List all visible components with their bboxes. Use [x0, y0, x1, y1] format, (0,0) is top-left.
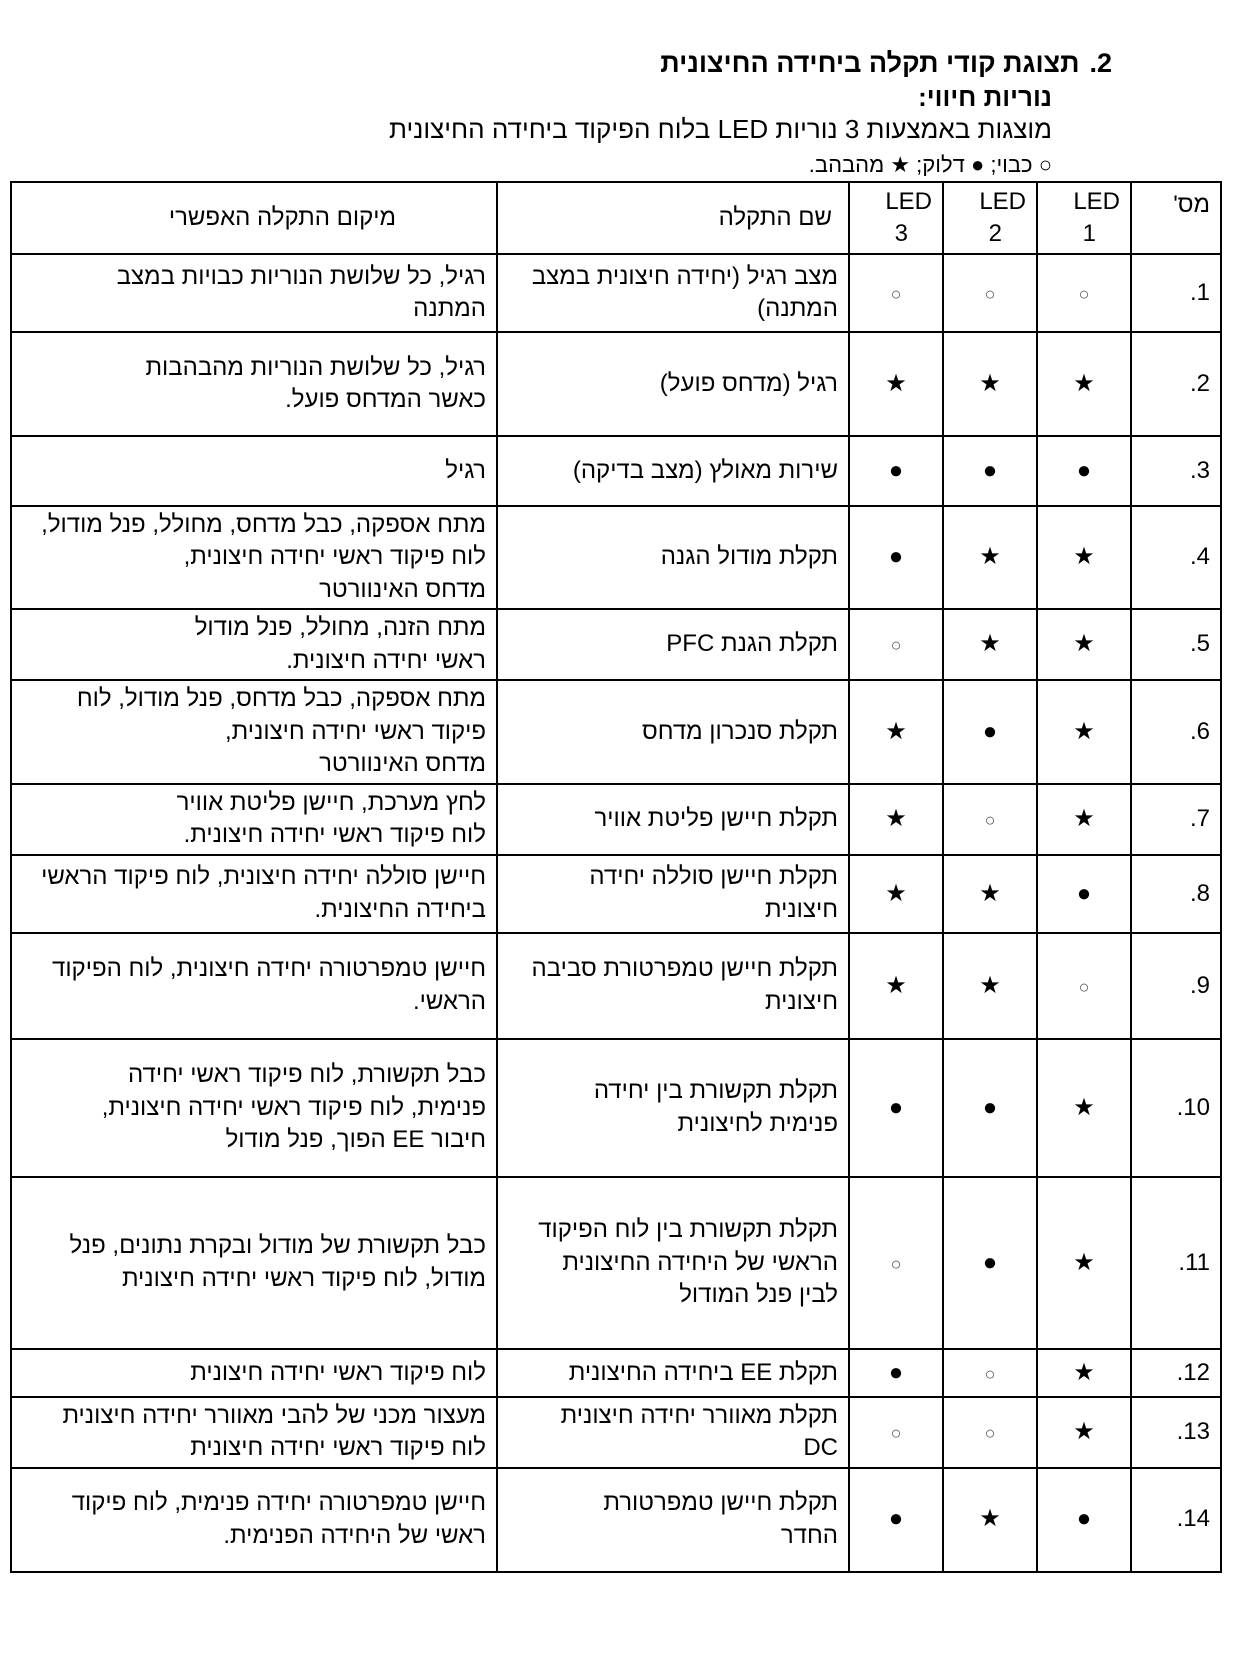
fault-location: רגיל — [11, 436, 497, 506]
fault-location: רגיל, כל שלושת הנוריות כבויות במצב המתנה — [11, 254, 497, 332]
fault-location: רגיל, כל שלושת הנוריות מהבהבות כאשר המדחס פועל. — [11, 332, 497, 436]
led1-state — [1037, 855, 1131, 933]
table-row — [11, 1349, 1221, 1397]
led3-state — [849, 1039, 943, 1177]
led2-state — [943, 254, 1037, 332]
table-row — [11, 1177, 1221, 1349]
section-number: 2. — [1089, 48, 1112, 78]
led3-state — [849, 506, 943, 609]
header-name: שם התקלה — [497, 182, 849, 254]
led-off-icon: ○ — [984, 1363, 996, 1384]
row-number: 5. — [1131, 609, 1221, 680]
fault-location: חיישן טמפרטורה יחידה חיצונית, לוח הפיקוד הראשי. — [11, 933, 497, 1039]
led-on-icon: ● — [888, 456, 904, 484]
led1-state — [1037, 784, 1131, 855]
led1-state — [1037, 1039, 1131, 1177]
led-blink-icon: ★ — [979, 630, 1001, 658]
table-row — [11, 436, 1221, 506]
led-blink-icon: ★ — [1073, 1093, 1095, 1121]
fault-name: תקלת תקשורת בין יחידה פנימית לחיצונית — [497, 1039, 849, 1177]
table-row — [11, 254, 1221, 332]
fault-name: רגיל (מדחס פועל) — [497, 332, 849, 436]
row-number: 11. — [1131, 1177, 1221, 1349]
led1-state — [1037, 1468, 1131, 1572]
led-off-icon: ○ — [1078, 976, 1090, 997]
led3-state — [849, 680, 943, 784]
led-on-icon: ● — [982, 1248, 998, 1276]
led1-state — [1037, 609, 1131, 680]
header-location: מיקום התקלה האפשרי — [11, 182, 497, 254]
led2-state — [943, 1397, 1037, 1468]
led3-state — [849, 855, 943, 933]
led3-state — [849, 436, 943, 506]
led-blink-icon: ★ — [1073, 543, 1095, 571]
led-blink-icon: ★ — [1073, 630, 1095, 658]
fault-location: כבל תקשורת, לוח פיקוד ראשי יחידה פנימית, לוח פיקוד ראשי יחידה חיצונית, חיבור EE הפוך, פנל מודול — [11, 1039, 497, 1177]
led-on-icon: ● — [888, 1505, 904, 1533]
table-row — [11, 933, 1221, 1039]
fault-name: תקלת מאוורר יחידה חיצונית DC — [497, 1397, 849, 1468]
fault-location: מתח אספקה, כבל מדחס, פנל מודול, לוח פיקוד ראשי יחידה חיצונית, מדחס האינוורטר — [11, 680, 497, 784]
led2-state — [943, 1177, 1037, 1349]
led2-state — [943, 436, 1037, 506]
led-on-icon: ● — [982, 456, 998, 484]
table-header-row — [11, 182, 1221, 254]
fault-location: מתח אספקה, כבל מדחס, מחולל, פנל מודול, לוח פיקוד ראשי יחידה חיצונית, מדחס האינוורטר — [11, 506, 497, 609]
led-off-icon: ○ — [984, 1422, 996, 1443]
row-number: 9. — [1131, 933, 1221, 1039]
led2-state — [943, 332, 1037, 436]
led3-state — [849, 609, 943, 680]
led-off-icon: ○ — [890, 283, 902, 304]
led-on-icon: ● — [982, 717, 998, 745]
table-row — [11, 855, 1221, 933]
row-number: 10. — [1131, 1039, 1221, 1177]
fault-name: שירות מאולץ (מצב בדיקה) — [497, 436, 849, 506]
led-blink-icon: ★ — [885, 369, 907, 397]
led2-state — [943, 933, 1037, 1039]
table-row — [11, 609, 1221, 680]
led-on-icon: ● — [1076, 879, 1092, 907]
section-subtitle: נוריות חיווי: — [918, 82, 1052, 112]
led-blink-icon: ★ — [1073, 1358, 1095, 1386]
section-heading — [660, 48, 1112, 79]
fault-name: תקלת הגנת PFC — [497, 609, 849, 680]
led2-state — [943, 1039, 1037, 1177]
led-blink-icon: ★ — [885, 971, 907, 999]
fault-name: תקלת חיישן סוללה יחידה חיצונית — [497, 855, 849, 933]
row-number: 8. — [1131, 855, 1221, 933]
table-row — [11, 1468, 1221, 1572]
led-blink-icon: ★ — [1073, 1417, 1095, 1445]
fault-name: תקלת חיישן טמפרטורת סביבה חיצונית — [497, 933, 849, 1039]
led3-state — [849, 933, 943, 1039]
led3-state — [849, 1397, 943, 1468]
table-row — [11, 1039, 1221, 1177]
header-led2: LED 2 — [943, 182, 1037, 254]
led-on-icon: ● — [888, 543, 904, 571]
led-on-icon: ● — [982, 1093, 998, 1121]
row-number: 14. — [1131, 1468, 1221, 1572]
fault-name: תקלת חיישן פליטת אוויר — [497, 784, 849, 855]
row-number: 6. — [1131, 680, 1221, 784]
led2-state — [943, 506, 1037, 609]
led3-state — [849, 784, 943, 855]
led3-state — [849, 1349, 943, 1397]
led3-state — [849, 332, 943, 436]
led3-state — [849, 1468, 943, 1572]
row-number: 1. — [1131, 254, 1221, 332]
led1-state — [1037, 1177, 1131, 1349]
led-on-icon: ● — [1076, 456, 1092, 484]
led-off-icon: ○ — [890, 635, 902, 656]
table-row — [11, 1397, 1221, 1468]
led2-state — [943, 680, 1037, 784]
fault-location: חיישן טמפרטורה יחידה פנימית, לוח פיקוד ראשי של היחידה הפנימית. — [11, 1468, 497, 1572]
led-blink-icon: ★ — [1073, 1248, 1095, 1276]
led-off-icon: ○ — [890, 1422, 902, 1443]
led1-state — [1037, 506, 1131, 609]
led1-state — [1037, 254, 1131, 332]
fault-location: כבל תקשורת של מודול ובקרת נתונים, פנל מודול, לוח פיקוד ראשי יחידה חיצונית — [11, 1177, 497, 1349]
led-blink-icon: ★ — [1073, 805, 1095, 833]
row-number: 3. — [1131, 436, 1221, 506]
led3-state — [849, 254, 943, 332]
table-row — [11, 784, 1221, 855]
led3-state — [849, 1177, 943, 1349]
error-code-table — [10, 181, 1222, 1573]
fault-name: תקלת מודול הגנה — [497, 506, 849, 609]
led1-state — [1037, 1397, 1131, 1468]
row-number: 2. — [1131, 332, 1221, 436]
fault-name: תקלת סנכרון מדחס — [497, 680, 849, 784]
led2-state — [943, 1349, 1037, 1397]
led-blink-icon: ★ — [885, 805, 907, 833]
fault-name: תקלת חיישן טמפרטורת החדר — [497, 1468, 849, 1572]
led-blink-icon: ★ — [1073, 369, 1095, 397]
led-off-icon: ○ — [1078, 283, 1090, 304]
led-off-icon: ○ — [984, 283, 996, 304]
led-blink-icon: ★ — [979, 369, 1001, 397]
header-led3: LED 3 — [849, 182, 943, 254]
fault-location: מעצור מכני של להבי מאוורר יחידה חיצונית לוח פיקוד ראשי יחידה חיצונית — [11, 1397, 497, 1468]
led-off-icon: ○ — [890, 1253, 902, 1274]
led-on-icon: ● — [888, 1093, 904, 1121]
row-number: 7. — [1131, 784, 1221, 855]
header-led1: LED 1 — [1037, 182, 1131, 254]
led1-state — [1037, 1349, 1131, 1397]
table-row — [11, 506, 1221, 609]
symbol-legend: ○ כבוי; ● דלוק; ★ מהבהב. — [808, 152, 1052, 177]
led-blink-icon: ★ — [979, 971, 1001, 999]
row-number: 13. — [1131, 1397, 1221, 1468]
led-blink-icon: ★ — [979, 879, 1001, 907]
led-off-icon: ○ — [984, 810, 996, 831]
fault-location: חיישן סוללה יחידה חיצונית, לוח פיקוד הראשי ביחידה החיצונית. — [11, 855, 497, 933]
header-num: מס' — [1131, 182, 1221, 254]
led2-state — [943, 609, 1037, 680]
fault-name: מצב רגיל (יחידה חיצונית במצב המתנה) — [497, 254, 849, 332]
section-title: תצוגת קודי תקלה ביחידה החיצונית — [660, 48, 1080, 78]
led-on-icon: ● — [1076, 1505, 1092, 1533]
led1-state — [1037, 436, 1131, 506]
led2-state — [943, 855, 1037, 933]
table-row — [11, 332, 1221, 436]
led-blink-icon: ★ — [1073, 717, 1095, 745]
led2-state — [943, 784, 1037, 855]
fault-name: תקלת תקשורת בין לוח הפיקוד הראשי של היחידה החיצונית לבין פנל המודול — [497, 1177, 849, 1349]
table-row — [11, 680, 1221, 784]
fault-name: תקלת EE ביחידה החיצונית — [497, 1349, 849, 1397]
row-number: 12. — [1131, 1349, 1221, 1397]
led-blink-icon: ★ — [885, 879, 907, 907]
row-number: 4. — [1131, 506, 1221, 609]
led1-state — [1037, 332, 1131, 436]
intro-text: מוצגות באמצעות 3 נוריות LED בלוח הפיקוד ביחידה החיצונית — [389, 114, 1052, 144]
led-blink-icon: ★ — [979, 1505, 1001, 1533]
led-on-icon: ● — [888, 1358, 904, 1386]
fault-location: לחץ מערכת, חיישן פליטת אוויר לוח פיקוד ראשי יחידה חיצונית. — [11, 784, 497, 855]
led2-state — [943, 1468, 1037, 1572]
led-blink-icon: ★ — [979, 543, 1001, 571]
led-blink-icon: ★ — [885, 717, 907, 745]
fault-location: לוח פיקוד ראשי יחידה חיצונית — [11, 1349, 497, 1397]
led1-state — [1037, 680, 1131, 784]
fault-location: מתח הזנה, מחולל, פנל מודול ראשי יחידה חיצונית. — [11, 609, 497, 680]
led1-state — [1037, 933, 1131, 1039]
